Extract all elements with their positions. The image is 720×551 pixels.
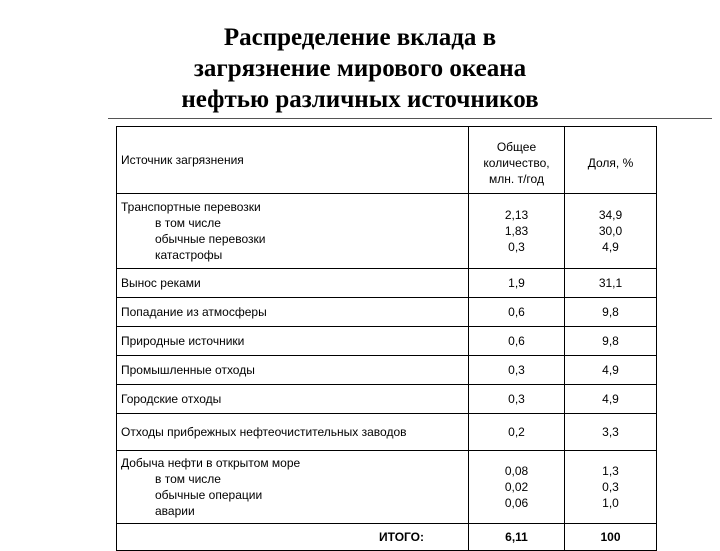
row-amount: 1,9 — [469, 269, 565, 298]
offshore-share-accidents: 1,0 — [602, 496, 619, 510]
transport-share-total: 34,9 — [598, 208, 623, 222]
row-label: Вынос реками — [117, 269, 469, 298]
row-share: 9,8 — [565, 327, 657, 356]
header-amount-line-2: количество, — [483, 156, 550, 170]
offshore-share-total: 1,3 — [602, 464, 619, 478]
total-share: 100 — [565, 524, 657, 551]
title-underline — [108, 118, 712, 119]
offshore-sub-regular: обычные операции — [155, 488, 263, 502]
row-share: 4,9 — [565, 356, 657, 385]
header-amount-line-3: млн. т/год — [489, 172, 544, 186]
table-row — [117, 298, 657, 327]
transport-amount-disasters: 0,3 — [508, 240, 525, 254]
row-share: 4,9 — [565, 385, 657, 414]
transport-label: Транспортные перевозки — [121, 200, 261, 214]
transport-amount-regular: 1,83 — [504, 224, 529, 238]
row-label: Природные источники — [117, 327, 469, 356]
table-row-transport — [117, 194, 657, 269]
table-header-row — [117, 127, 657, 194]
header-share: Доля, % — [565, 127, 657, 194]
header-amount — [469, 127, 565, 194]
transport-share-cell — [565, 194, 657, 269]
table-row — [117, 414, 657, 451]
header-amount-line-1: Общее — [496, 140, 537, 154]
offshore-sub-accidents: аварии — [155, 504, 195, 518]
table-row-total — [117, 524, 657, 551]
row-share: 9,8 — [565, 298, 657, 327]
total-amount: 6,11 — [469, 524, 565, 551]
row-amount: 0,6 — [469, 327, 565, 356]
row-label: Попадание из атмосферы — [117, 298, 469, 327]
row-label: Отходы прибрежных нефтеочистительных заводов — [117, 414, 469, 451]
title-line-1: Распределение вклада в — [223, 24, 497, 51]
table-row — [117, 356, 657, 385]
transport-amount-cell — [469, 194, 565, 269]
row-amount: 0,3 — [469, 385, 565, 414]
table-row-offshore — [117, 451, 657, 524]
row-share: 3,3 — [565, 414, 657, 451]
table-row — [117, 385, 657, 414]
title-line-3: нефтью различных источников — [181, 86, 539, 113]
transport-sub-disasters: катастрофы — [155, 248, 223, 262]
transport-share-regular: 30,0 — [598, 224, 623, 238]
pollution-table — [116, 126, 657, 551]
offshore-share-cell — [565, 451, 657, 524]
row-label: Промышленные отходы — [117, 356, 469, 385]
offshore-amount-total: 0,08 — [504, 464, 529, 478]
transport-label-cell — [117, 194, 469, 269]
title-line-2: загрязнение мирового океана — [193, 55, 527, 82]
transport-amount-total: 2,13 — [504, 208, 529, 222]
offshore-sub-including: в том числе — [155, 472, 221, 486]
table-row — [117, 327, 657, 356]
slide-title — [0, 22, 720, 115]
header-source: Источник загрязнения — [117, 127, 469, 194]
offshore-amount-regular: 0,02 — [504, 480, 529, 494]
offshore-amount-accidents: 0,06 — [504, 496, 529, 510]
row-amount: 0,3 — [469, 356, 565, 385]
transport-sub-regular: обычные перевозки — [155, 232, 266, 246]
offshore-label-cell — [117, 451, 469, 524]
transport-sub-including: в том числе — [155, 216, 221, 230]
offshore-share-regular: 0,3 — [602, 480, 619, 494]
row-label: Городские отходы — [117, 385, 469, 414]
offshore-amount-cell — [469, 451, 565, 524]
transport-share-disasters: 4,9 — [602, 240, 619, 254]
table-row — [117, 269, 657, 298]
total-label: ИТОГО: — [117, 524, 469, 551]
row-amount: 0,2 — [469, 414, 565, 451]
offshore-label: Добыча нефти в открытом море — [121, 456, 301, 470]
row-amount: 0,6 — [469, 298, 565, 327]
row-share: 31,1 — [565, 269, 657, 298]
